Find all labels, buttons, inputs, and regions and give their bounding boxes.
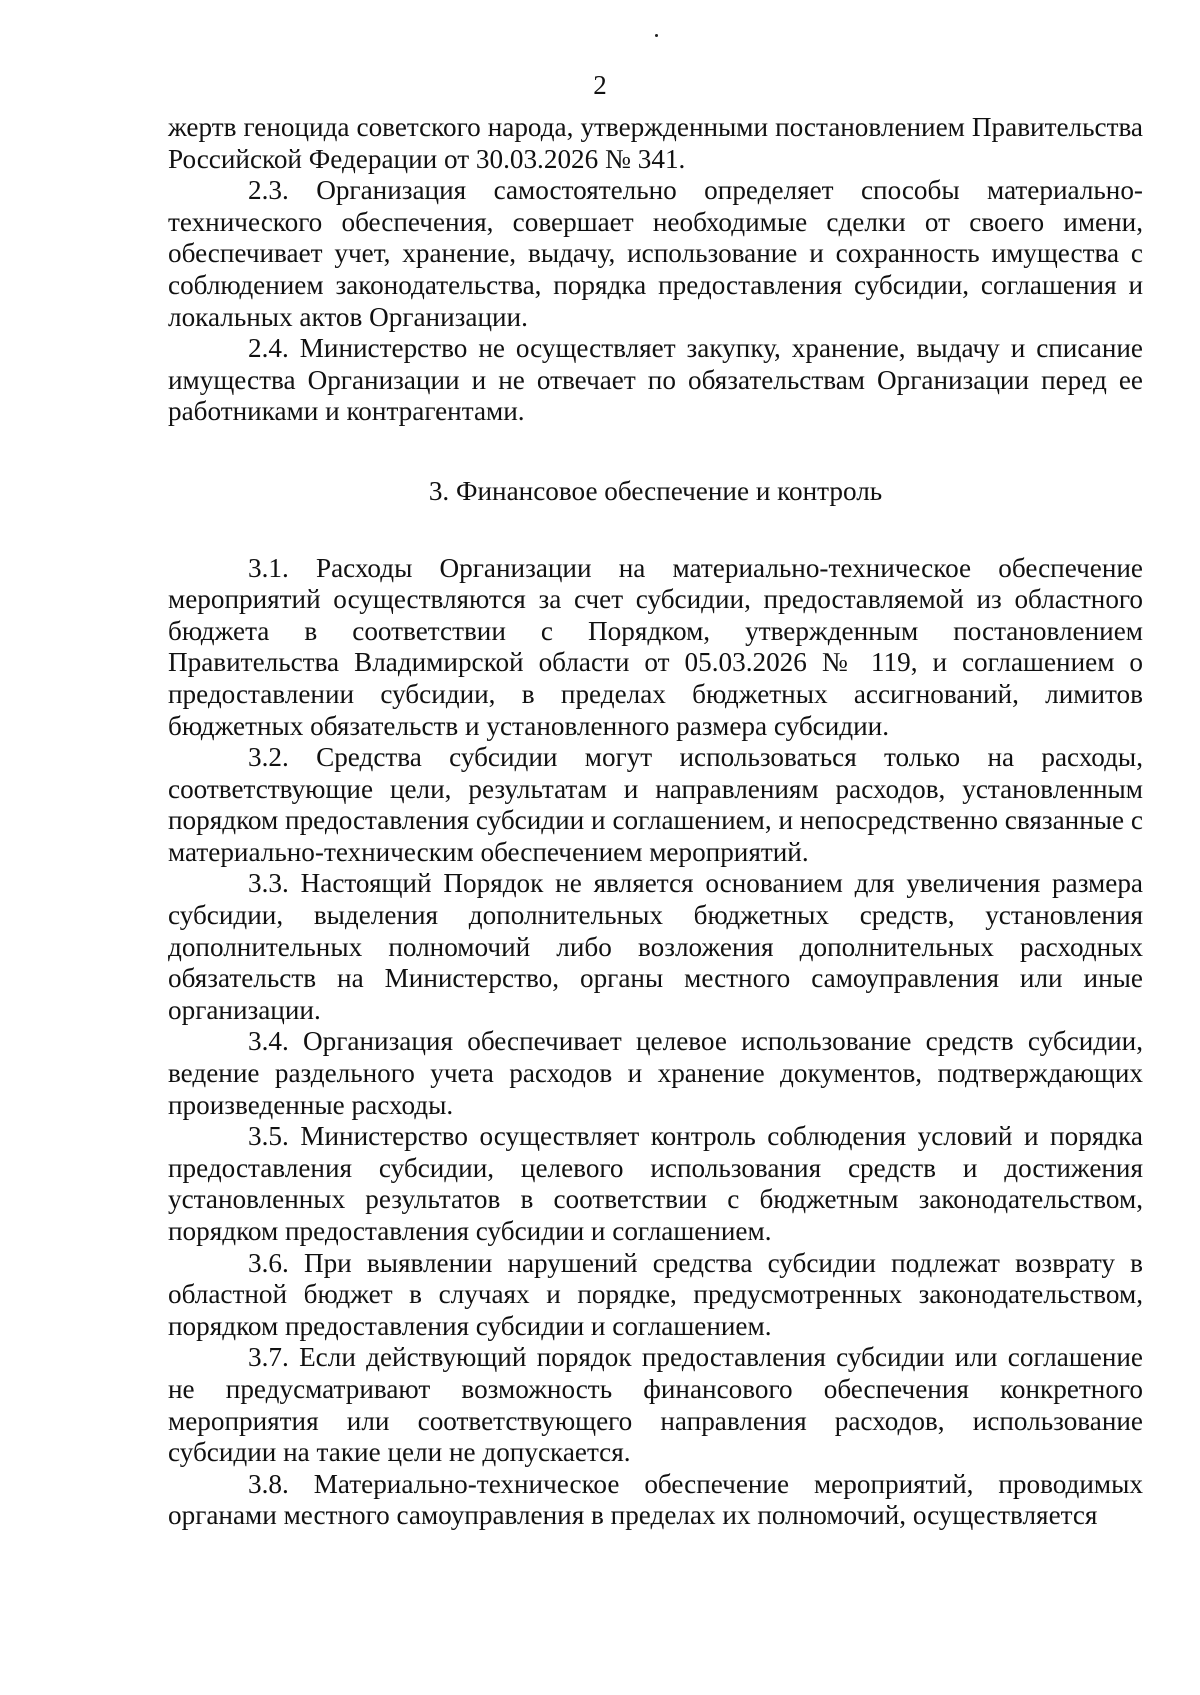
paragraph-3-1: 3.1. Расходы Организации на материально-техническое обеспечение мероприятий осуществляются за счет субсидии, предоставляемой из областного бюджета в соответствии с Порядком, утвержденным постановлением Правительства Владимирской области от 05.03.2026 № 119, и соглашением о предоставлении субсидии, в пределах бюджетных ассигнований, лимитов бюджетных обязательств и установленного размера субсидии. (168, 552, 1143, 741)
paragraph-2-3: 2.3. Организация самостоятельно определяет способы материально-технического обеспечения, совершает необходимые сделки от своего имени, обеспечивает учет, хранение, выдачу, использование и сохранность имущества с соблюдением законодательства, порядка предоставления субсидии, соглашения и локальных актов Организации. (168, 175, 1143, 332)
paragraph-continuation: жертв геноцида советского народа, утвержденными постановлением Правительства Российской Федерации от 30.03.2026 № 341. (168, 112, 1143, 174)
scan-speck (655, 34, 658, 37)
paragraph-3-2: 3.2. Средства субсидии могут использоваться только на расходы, соответствующие цели, результатам и направлениям расходов, установленным порядком предоставления субсидии и соглашением, и непосредственно связанные с материально-техническим обеспечением мероприятий. (168, 742, 1143, 867)
paragraph-3-3: 3.3. Настоящий Порядок не является основанием для увеличения размера субсидии, выделения дополнительных бюджетных средств, установления дополнительных полномочий либо возложения дополнительных расходных обязательств на Министерство, органы местного самоуправления или иные организации. (168, 868, 1143, 1025)
document-body (168, 112, 1143, 1532)
paragraph-3-4: 3.4. Организация обеспечивает целевое использование средств субсидии, ведение раздельного учета расходов и хранение документов, подтверждающих произведенные расходы. (168, 1026, 1143, 1120)
page-number: 2 (593, 70, 607, 100)
section-heading: 3. Финансовое обеспечение и контроль (428, 475, 883, 506)
paragraph-3-8: 3.8. Материально-техническое обеспечение мероприятий, проводимых органами местного самоуправления в пределах их полномочий, осуществляется (168, 1468, 1143, 1531)
paragraph-3-7: 3.7. Если действующий порядок предоставления субсидии или соглашение не предусматривают возможность финансового обеспечения конкретного мероприятия или соответствующего направления расходов, использование субсидии на такие цели не допускается. (168, 1342, 1143, 1468)
paragraph-3-6: 3.6. При выявлении нарушений средства субсидии подлежат возврату в областной бюджет в случаях и порядке, предусмотренных законодательством, порядком предоставления субсидии и соглашением. (168, 1247, 1143, 1341)
paragraph-3-5: 3.5. Министерство осуществляет контроль соблюдения условий и порядка предоставления субсидии, целевого использования средств и достижения установленных результатов в соответствии с бюджетным законодательством, порядком предоставления субсидии и соглашением. (168, 1121, 1143, 1246)
paragraph-2-4: 2.4. Министерство не осуществляет закупку, хранение, выдачу и списание имущества Организации и не отвечает по обязательствам Организации перед ее работниками и контрагентами. (168, 333, 1143, 427)
